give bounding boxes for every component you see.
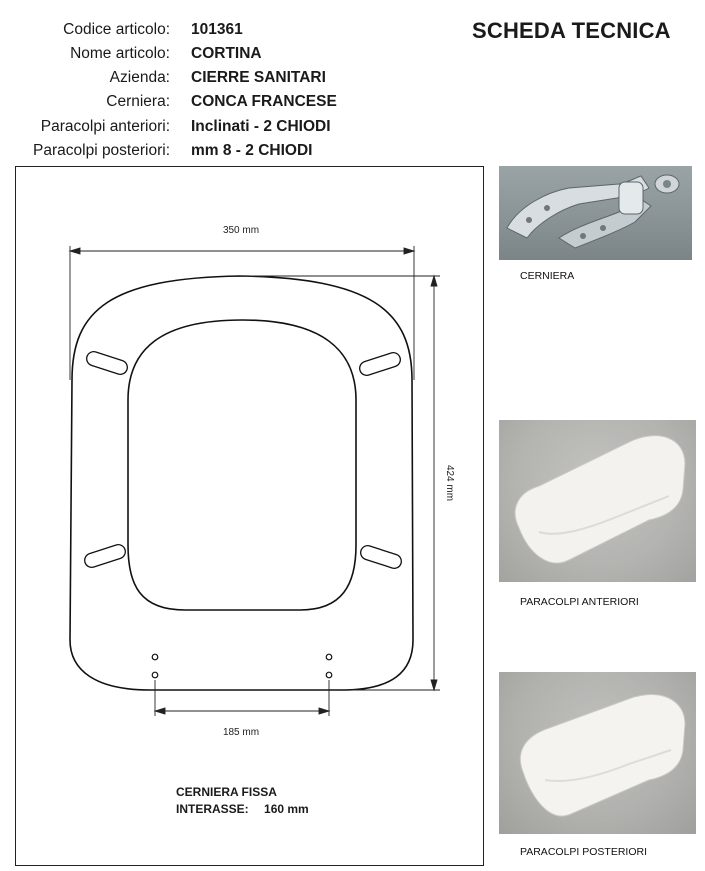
bumper-slot-top-left (85, 350, 129, 376)
hole-spacing-label: 185 mm (222, 727, 260, 738)
hinge-hole (152, 672, 158, 678)
spec-label-code: Codice articolo: (63, 21, 170, 38)
spec-label-name: Nome articolo: (70, 45, 170, 62)
spec-value-code: 101361 (191, 21, 243, 38)
hole-spacing-dimension (155, 680, 329, 716)
height-dimension (240, 276, 440, 690)
spacing-note (176, 802, 309, 816)
bumper-slot-bottom-right (359, 544, 403, 570)
spec-value-company: CIERRE SANITARI (191, 69, 326, 86)
hinge-caption: CERNIERA (520, 270, 575, 282)
hinge-type-note: CERNIERA FISSA (176, 785, 277, 799)
front-bumper-photo (499, 420, 696, 582)
spec-value-front-bumpers: Inclinati - 2 CHIODI (191, 118, 331, 135)
spec-value-name: CORTINA (191, 45, 262, 62)
height-dimension-label: 424 mm (444, 464, 455, 502)
seat-inner-opening (128, 320, 356, 610)
bumper-slot-bottom-left (83, 543, 127, 569)
rear-bumper-photo (499, 672, 696, 834)
spec-label-front-bumpers: Paracolpi anteriori: (40, 118, 170, 135)
width-dimension-label: 350 mm (222, 225, 260, 236)
hinge-hole (326, 672, 332, 678)
spec-value-hinge: CONCA FRANCESE (191, 93, 337, 110)
spacing-label: INTERASSE: (176, 802, 249, 816)
page-title: SCHEDA TECNICA (472, 18, 671, 43)
spec-label-rear-bumpers: Paracolpi posteriori: (33, 142, 170, 159)
spec-label-hinge: Cerniera: (106, 93, 170, 110)
rear-bumper-caption: PARACOLPI POSTERIORI (520, 846, 647, 858)
spec-value-rear-bumpers: mm 8 - 2 CHIODI (191, 142, 313, 159)
spec-label-company: Azienda: (109, 69, 170, 86)
hinge-photo (499, 166, 692, 260)
bumper-slot-top-right (358, 351, 402, 377)
seat-outer-outline (70, 276, 413, 690)
hinge-hole (152, 654, 158, 660)
front-bumper-caption: PARACOLPI ANTERIORI (520, 596, 639, 608)
hinge-hole (326, 654, 332, 660)
spacing-value: 160 mm (264, 802, 309, 816)
